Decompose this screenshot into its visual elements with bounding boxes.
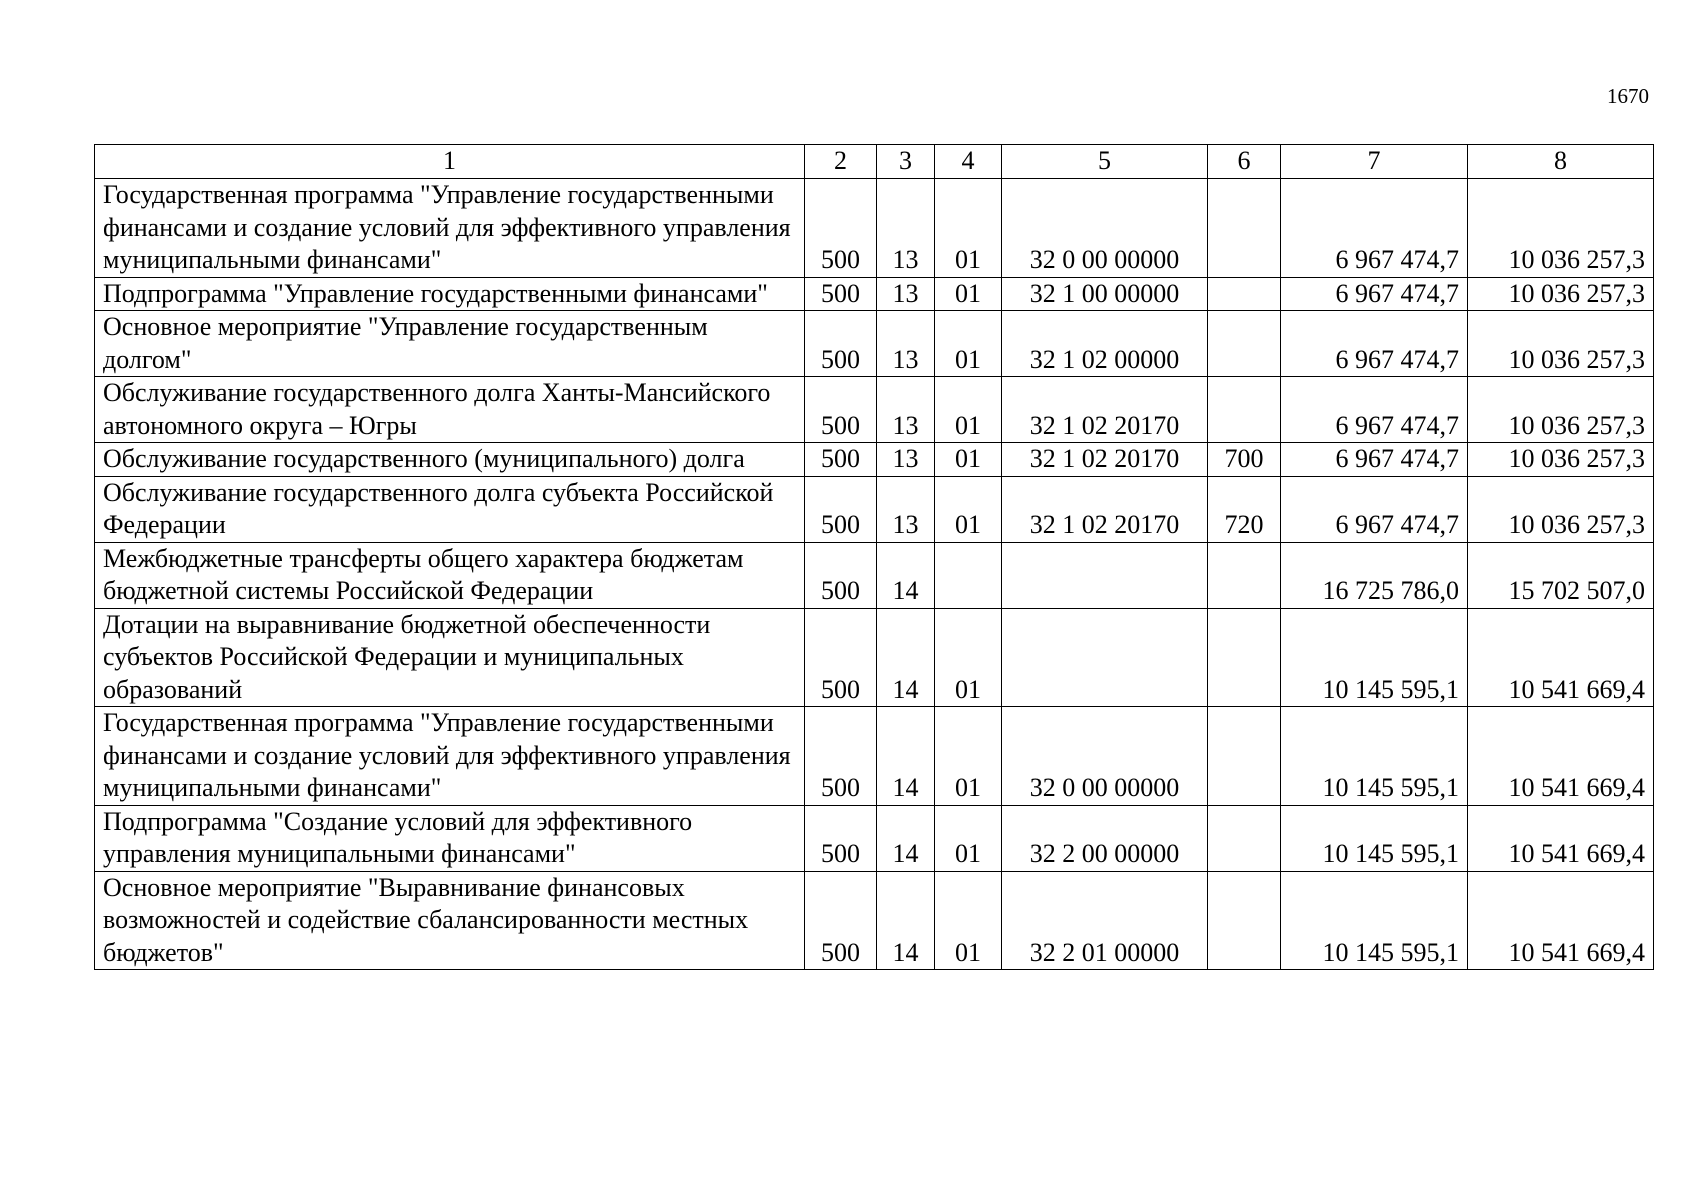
cell-amount-7: 6 967 474,7: [1281, 377, 1468, 443]
cell-target-article: 32 1 00 00000: [1002, 277, 1208, 311]
cell-expense-type: [1208, 179, 1281, 278]
cell-target-article: 32 1 02 20170: [1002, 476, 1208, 542]
cell-amount-8: 10 541 669,4: [1468, 805, 1654, 871]
cell-subsection: 01: [935, 476, 1002, 542]
row-name: Обслуживание государственного (муниципального) долга: [95, 443, 805, 477]
cell-section: 13: [877, 443, 935, 477]
cell-subsection: [935, 542, 1002, 608]
table-row: [95, 542, 1654, 608]
column-header: 5: [1002, 145, 1208, 179]
cell-expense-type: [1208, 707, 1281, 806]
cell-admin-code: 500: [805, 805, 877, 871]
cell-section: 13: [877, 476, 935, 542]
cell-admin-code: 500: [805, 179, 877, 278]
cell-expense-type: [1208, 871, 1281, 970]
cell-subsection: 01: [935, 179, 1002, 278]
table-row: [95, 805, 1654, 871]
cell-amount-8: 10 036 257,3: [1468, 476, 1654, 542]
cell-subsection: 01: [935, 707, 1002, 806]
table-row: [95, 608, 1654, 707]
budget-table: [94, 144, 1654, 970]
cell-section: 14: [877, 871, 935, 970]
cell-target-article: [1002, 608, 1208, 707]
table-row: [95, 179, 1654, 278]
row-name: Государственная программа "Управление государственными финансами и создание условий для эффективного управления муниципальными финансами": [95, 707, 805, 806]
row-name: Обслуживание государственного долга Ханты-Мансийского автономного округа – Югры: [95, 377, 805, 443]
cell-admin-code: 500: [805, 277, 877, 311]
cell-amount-7: 10 145 595,1: [1281, 707, 1468, 806]
cell-amount-7: 6 967 474,7: [1281, 277, 1468, 311]
column-header: 7: [1281, 145, 1468, 179]
row-name: Государственная программа "Управление государственными финансами и создание условий для эффективного управления муниципальными финансами": [95, 179, 805, 278]
cell-admin-code: 500: [805, 377, 877, 443]
cell-amount-8: 10 036 257,3: [1468, 277, 1654, 311]
cell-expense-type: 700: [1208, 443, 1281, 477]
cell-admin-code: 500: [805, 311, 877, 377]
cell-amount-8: 10 036 257,3: [1468, 179, 1654, 278]
cell-amount-7: 6 967 474,7: [1281, 476, 1468, 542]
cell-amount-7: 10 145 595,1: [1281, 608, 1468, 707]
cell-subsection: 01: [935, 608, 1002, 707]
row-name: Обслуживание государственного долга субъекта Российской Федерации: [95, 476, 805, 542]
column-header: 4: [935, 145, 1002, 179]
cell-admin-code: 500: [805, 443, 877, 477]
cell-expense-type: [1208, 542, 1281, 608]
cell-section: 14: [877, 707, 935, 806]
cell-amount-8: 10 036 257,3: [1468, 311, 1654, 377]
cell-amount-7: 6 967 474,7: [1281, 179, 1468, 278]
cell-section: 14: [877, 608, 935, 707]
cell-subsection: 01: [935, 805, 1002, 871]
cell-target-article: 32 0 00 00000: [1002, 707, 1208, 806]
column-header: 3: [877, 145, 935, 179]
row-name: Основное мероприятие "Выравнивание финансовых возможностей и содействие сбалансированности местных бюджетов": [95, 871, 805, 970]
cell-subsection: 01: [935, 311, 1002, 377]
table-row: [95, 707, 1654, 806]
cell-expense-type: [1208, 277, 1281, 311]
cell-target-article: [1002, 542, 1208, 608]
cell-expense-type: 720: [1208, 476, 1281, 542]
cell-amount-8: 10 036 257,3: [1468, 377, 1654, 443]
cell-section: 13: [877, 277, 935, 311]
cell-admin-code: 500: [805, 871, 877, 970]
row-name: Подпрограмма "Управление государственными финансами": [95, 277, 805, 311]
cell-admin-code: 500: [805, 476, 877, 542]
table-row: [95, 443, 1654, 477]
row-name: Подпрограмма "Создание условий для эффективного управления муниципальными финансами": [95, 805, 805, 871]
table-row: [95, 871, 1654, 970]
column-header: 8: [1468, 145, 1654, 179]
cell-target-article: 32 2 01 00000: [1002, 871, 1208, 970]
cell-amount-8: 10 541 669,4: [1468, 608, 1654, 707]
cell-target-article: 32 1 02 00000: [1002, 311, 1208, 377]
cell-section: 14: [877, 805, 935, 871]
cell-subsection: 01: [935, 377, 1002, 443]
cell-amount-8: 10 036 257,3: [1468, 443, 1654, 477]
cell-subsection: 01: [935, 277, 1002, 311]
cell-admin-code: 500: [805, 707, 877, 806]
cell-section: 14: [877, 542, 935, 608]
cell-expense-type: [1208, 377, 1281, 443]
page-number: 1670: [1607, 84, 1649, 108]
cell-subsection: 01: [935, 443, 1002, 477]
cell-amount-8: 10 541 669,4: [1468, 707, 1654, 806]
cell-expense-type: [1208, 608, 1281, 707]
cell-admin-code: 500: [805, 542, 877, 608]
cell-amount-7: 6 967 474,7: [1281, 443, 1468, 477]
cell-amount-7: 10 145 595,1: [1281, 805, 1468, 871]
header-row: [95, 145, 1654, 179]
table-row: [95, 311, 1654, 377]
cell-amount-7: 6 967 474,7: [1281, 311, 1468, 377]
cell-target-article: 32 1 02 20170: [1002, 377, 1208, 443]
row-name: Основное мероприятие "Управление государственным долгом": [95, 311, 805, 377]
row-name: Межбюджетные трансферты общего характера бюджетам бюджетной системы Российской Федерации: [95, 542, 805, 608]
cell-section: 13: [877, 377, 935, 443]
cell-target-article: 32 1 02 20170: [1002, 443, 1208, 477]
table-row: [95, 476, 1654, 542]
cell-target-article: 32 2 00 00000: [1002, 805, 1208, 871]
cell-expense-type: [1208, 311, 1281, 377]
cell-amount-7: 16 725 786,0: [1281, 542, 1468, 608]
cell-target-article: 32 0 00 00000: [1002, 179, 1208, 278]
cell-section: 13: [877, 311, 935, 377]
column-header: 2: [805, 145, 877, 179]
column-header: 6: [1208, 145, 1281, 179]
cell-admin-code: 500: [805, 608, 877, 707]
cell-amount-8: 15 702 507,0: [1468, 542, 1654, 608]
cell-subsection: 01: [935, 871, 1002, 970]
cell-section: 13: [877, 179, 935, 278]
cell-amount-7: 10 145 595,1: [1281, 871, 1468, 970]
table-row: [95, 277, 1654, 311]
row-name: Дотации на выравнивание бюджетной обеспеченности субъектов Российской Федерации и муниципальных образований: [95, 608, 805, 707]
table-row: [95, 377, 1654, 443]
cell-amount-8: 10 541 669,4: [1468, 871, 1654, 970]
column-header: 1: [95, 145, 805, 179]
cell-expense-type: [1208, 805, 1281, 871]
